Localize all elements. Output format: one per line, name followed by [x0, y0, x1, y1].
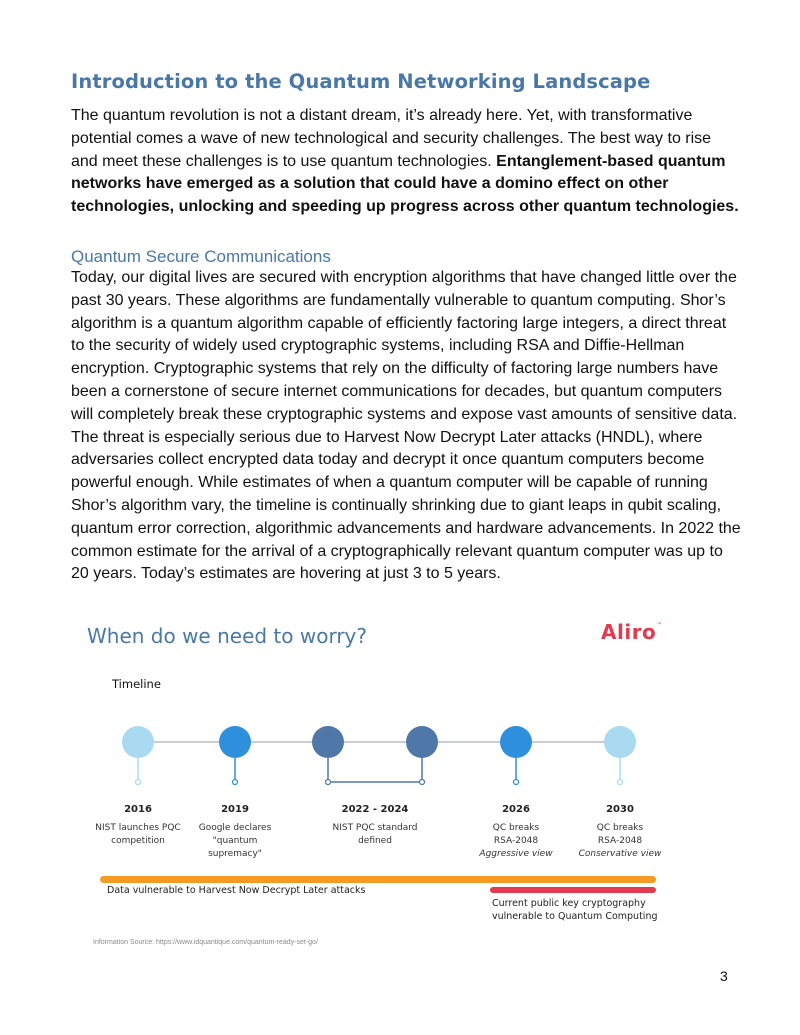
event-desc-italic: Aggressive view: [479, 849, 553, 859]
event-dot-2030: [618, 780, 623, 785]
event-year: 2019: [221, 804, 249, 815]
event-dot-2019: [233, 780, 238, 785]
event-desc-line: NIST PQC standard: [332, 823, 418, 833]
event-year: 2016: [124, 804, 152, 815]
timeline-label: Timeline: [112, 677, 161, 691]
event-desc-line: RSA-2048: [597, 836, 643, 846]
hndl-bar-label: Data vulnerable to Harvest Now Decrypt Later attacks: [107, 885, 366, 896]
event-year: 2022 - 2024: [341, 804, 409, 815]
event-node-2019: [219, 726, 251, 758]
event-year: 2030: [606, 804, 634, 815]
event-desc-view: [565, 848, 675, 861]
section-heading: Introduction to the Quantum Networking Landscape: [71, 70, 651, 93]
event-dot-2016: [136, 780, 141, 785]
event-node-2024: [406, 726, 438, 758]
hndl-vulnerability-bar: [100, 876, 656, 883]
event-desc-line: RSA-2048: [493, 836, 539, 846]
event-year: 2026: [502, 804, 530, 815]
event-node-2016: [122, 726, 154, 758]
event-node-2026: [500, 726, 532, 758]
event-desc-line: QC breaks: [596, 823, 644, 833]
subsection-heading: Quantum Secure Communications: [71, 247, 331, 266]
event-dot-2026: [514, 780, 519, 785]
public-key-vulnerability-bar: [490, 887, 656, 893]
event-dot-2022: [326, 780, 331, 785]
event-desc-line: defined: [358, 836, 392, 846]
intro-text: The quantum revolution is not a distant dream, it’s already here. Yet, with transformative potential comes a wave of new technological and security challenges. The best way to rise and meet these challenges is to use quantum technologies.: [71, 107, 712, 170]
event-description: [461, 822, 571, 861]
information-source: Information Source: https://www.idquantique.com/quantum-ready-set-go/: [93, 939, 318, 946]
logo-text: Aliro: [601, 620, 657, 644]
event-desc-line: supremacy": [208, 849, 262, 859]
event-dot-2024: [420, 780, 425, 785]
event-node-2030: [604, 726, 636, 758]
event-desc-line: competition: [111, 836, 165, 846]
event-desc-line: "quantum: [212, 836, 258, 846]
timeline-figure: [80, 612, 720, 957]
event-description: [180, 822, 290, 861]
event-desc-line: NIST launches PQC: [95, 823, 181, 833]
event-desc-italic: Conservative view: [578, 849, 662, 859]
trademark-mark: ™: [656, 622, 663, 629]
event-desc-line: Google declares: [198, 823, 272, 833]
secure-comms-paragraph: Today, our digital lives are secured with encryption algorithms that have changed little over the past 30 years. These algorithms are fundamentally vulnerable to quantum computing. Shor’s algorithm is a quantum algorithm capable of efficiently factoring large integers, a direct threat to the security of widely used cryptographic systems, including RSA and Diffie-Hellman encryption. Cryptographic systems that rely on the difficulty of factoring large numbers have been a cornerstone of secure internet communications for decades, but quantum computers will completely break these cryptographic systems and expose vast amounts of sensitive data. The threat is especially serious due to Harvest Now Decrypt Later attacks (HNDL), where adversaries collect encrypted data today and decrypt it once quantum computers become powerful enough. While estimates of when a quantum computer will be capable of running Shor’s algorithm vary, the timeline is continually shrinking due to giant leaps in qubit scaling, quantum error correction, algorithmic advancements and hardware advancements. In 2022 the common estimate for the arrival of a cryptographically relevant quantum computer was up to 20 years. Today’s estimates are hovering at just 3 to 5 years.: [71, 269, 741, 583]
intro-paragraph: [71, 105, 741, 219]
event-node-2022: [312, 726, 344, 758]
event-desc-line: QC breaks: [492, 823, 540, 833]
figure-title: When do we need to worry?: [87, 624, 368, 648]
event-description: [565, 822, 675, 861]
intro-bold-text: Entanglement-based quantum networks have emerged as a solution that could have a domino effect on other technologies, unlocking and speeding up progress across other quantum technologies.: [71, 152, 739, 216]
public-key-bar-label: Current public key cryptography vulnerable to Quantum Computing: [492, 898, 658, 922]
page-number: 3: [720, 968, 728, 984]
event-description: [83, 822, 193, 848]
event-desc-view: [461, 848, 571, 861]
event-description: [320, 822, 430, 848]
